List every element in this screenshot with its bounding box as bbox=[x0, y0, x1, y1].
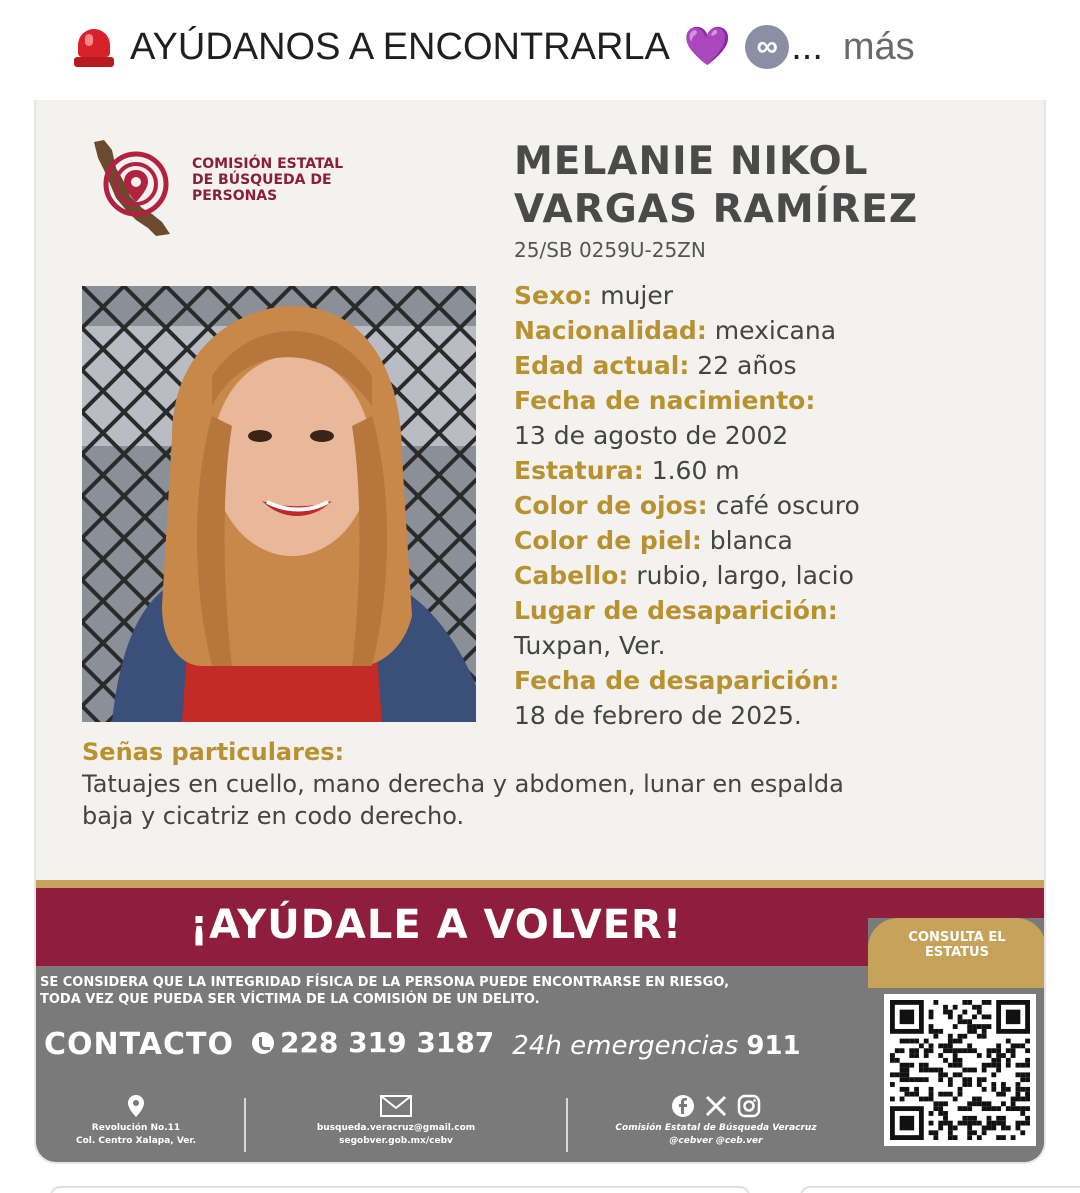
person-name: MELANIE NIKOL VARGAS RAMÍREZ bbox=[514, 139, 919, 232]
footer-divider bbox=[244, 1098, 246, 1152]
person-photo bbox=[82, 286, 476, 722]
veracruz-map-pin-icon bbox=[90, 138, 180, 238]
post-ellipsis: ... bbox=[791, 25, 823, 68]
help-banner-title: ¡AYÚDALE A VOLVER! bbox=[189, 902, 683, 948]
detail-cabello: Cabello: rubio, largo, lacio bbox=[514, 561, 854, 590]
post-header bbox=[72, 18, 1052, 76]
detail-estatura: Estatura: 1.60 m bbox=[514, 456, 740, 485]
person-details bbox=[514, 278, 1034, 733]
detail-edad: Edad actual: 22 años bbox=[514, 351, 797, 380]
purple-heart-icon: 💜 bbox=[683, 26, 732, 68]
distinguishing-marks: Señas particulares: Tatuajes en cuello, mano derecha y abdomen, lunar en espalda baja y cicatriz en codo derecho. bbox=[82, 738, 844, 830]
emergency-line: 24h emergencias 911 bbox=[512, 1030, 801, 1061]
infinity-icon: ∞ bbox=[745, 25, 789, 69]
phone-icon bbox=[252, 1032, 274, 1054]
agency-name: COMISIÓN ESTATAL DE BÚSQUEDA DE PERSONAS bbox=[192, 156, 344, 204]
more-link[interactable]: más bbox=[842, 25, 915, 68]
next-post-edge bbox=[0, 1178, 1080, 1193]
detail-nacimiento-label: Fecha de nacimiento: bbox=[514, 386, 816, 415]
footer-social: Comisión Estatal de Búsqueda Veracruz @cebver @ceb.ver bbox=[586, 1094, 846, 1148]
detail-nacionalidad: Nacionalidad: mexicana bbox=[514, 316, 837, 345]
poster-footer bbox=[36, 1086, 866, 1162]
detail-piel: Color de piel: blanca bbox=[514, 526, 793, 555]
location-pin-icon bbox=[128, 1095, 144, 1117]
qr-code[interactable] bbox=[884, 994, 1036, 1146]
footer-email: busqueda.veracruz@gmail.com segobver.gob.mx/cebv bbox=[286, 1094, 506, 1148]
status-label: CONSULTA EL ESTATUS bbox=[868, 918, 1046, 988]
post-media-card[interactable] bbox=[34, 100, 1046, 1164]
x-icon bbox=[705, 1095, 727, 1117]
agency-logo bbox=[90, 138, 390, 248]
detail-fecha-label: Fecha de desaparición: bbox=[514, 666, 840, 695]
post-title: AYÚDANOS A ENCONTRARLA bbox=[130, 25, 670, 68]
detail-fecha: 18 de febrero de 2025. bbox=[514, 701, 802, 730]
contact-label: CONTACTO bbox=[44, 1026, 234, 1062]
detail-nacimiento: 13 de agosto de 2002 bbox=[514, 421, 789, 450]
mail-icon bbox=[380, 1095, 412, 1117]
instagram-icon bbox=[737, 1094, 761, 1118]
contact-row bbox=[44, 1026, 864, 1062]
facebook-icon bbox=[671, 1094, 695, 1118]
siren-icon bbox=[72, 25, 116, 69]
risk-warning: SE CONSIDERA QUE LA INTEGRIDAD FÍSICA DE LA PERSONA PUEDE ENCONTRARSE EN RIESGO, TODA VEZ QUE PUEDA SER VÍCTIMA DE LA COMISIÓN DE UN DELITO. bbox=[40, 975, 730, 1007]
contact-phone: 228 319 3187 bbox=[252, 1026, 494, 1059]
status-panel bbox=[868, 918, 1046, 1162]
detail-lugar: Tuxpan, Ver. bbox=[514, 631, 666, 660]
detail-lugar-label: Lugar de desaparición: bbox=[514, 596, 838, 625]
footer-address: Revolución No.11 Col. Centro Xalapa, Ver. bbox=[66, 1094, 206, 1148]
case-folio: 25/SB 0259U-25ZN bbox=[514, 238, 706, 262]
footer-divider bbox=[566, 1098, 568, 1152]
missing-person-poster bbox=[36, 100, 1046, 884]
detail-ojos: Color de ojos: café oscuro bbox=[514, 491, 860, 520]
gold-divider bbox=[36, 880, 1046, 888]
qr-code-icon bbox=[890, 1000, 1030, 1140]
detail-sexo: Sexo: mujer bbox=[514, 281, 674, 310]
